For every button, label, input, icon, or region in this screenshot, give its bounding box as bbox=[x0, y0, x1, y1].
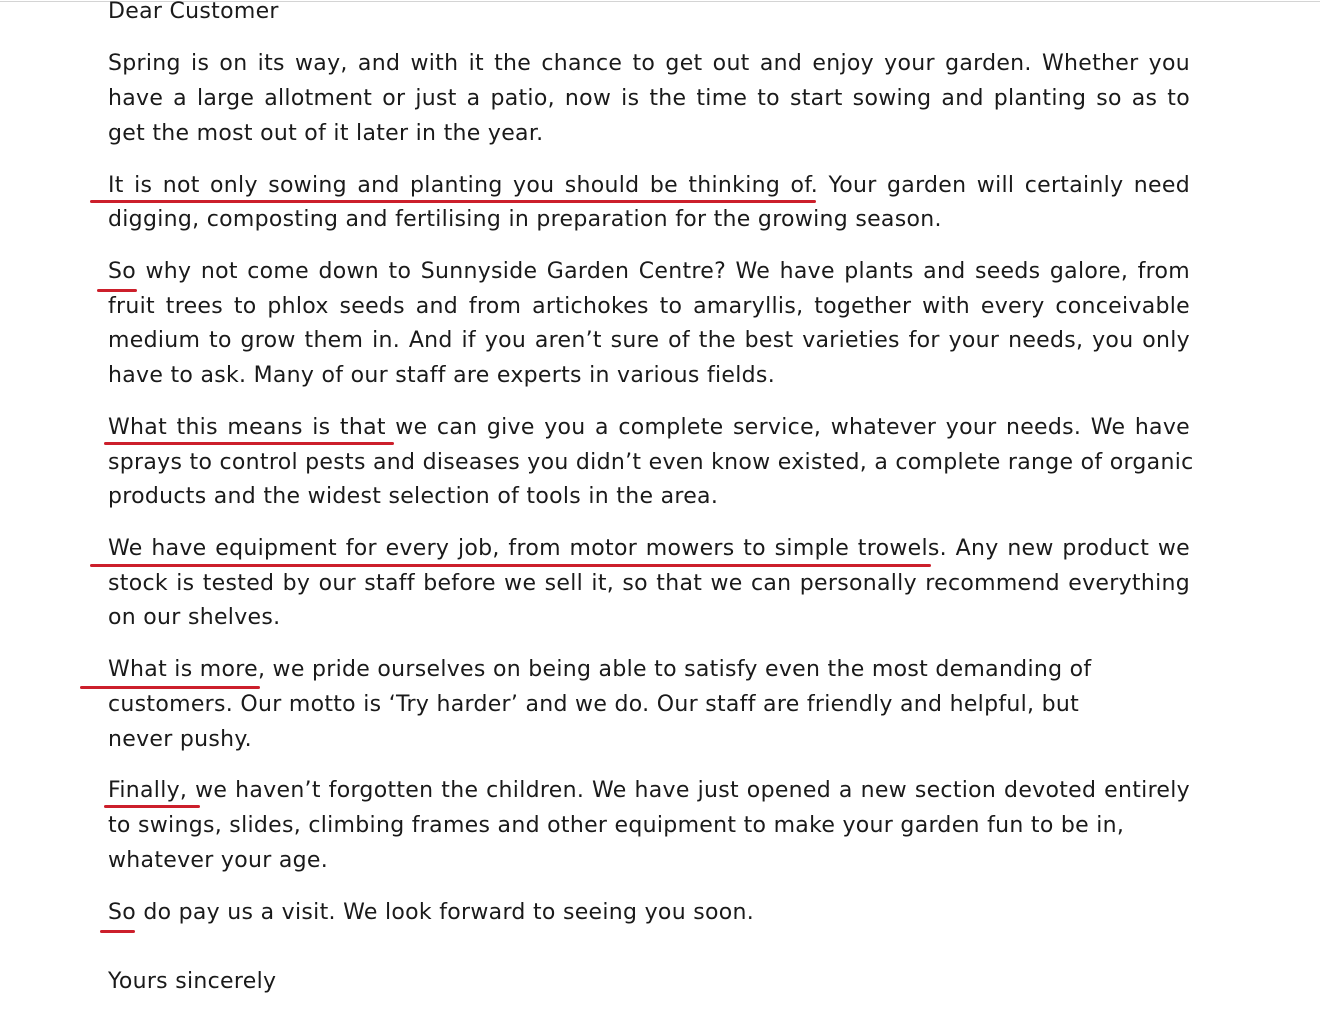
paragraph-3-line-1: So why not come down to Sunnyside Garden Centre? We have plants and seeds galore, from bbox=[108, 259, 1190, 284]
paragraph-7-line-2: to swings, slides, climbing frames and other equipment to make your garden fun to be in, bbox=[108, 813, 1125, 838]
paragraph-4-line-2: sprays to control pests and diseases you didn’t even know existed, a complete range of organic bbox=[108, 450, 1194, 475]
paragraph-4-line-3: products and the widest selection of tools in the area. bbox=[108, 484, 719, 509]
greeting: Dear Customer bbox=[108, 0, 279, 24]
paragraph-6-line-1: What is more, we pride ourselves on being able to satisfy even the most demanding of bbox=[108, 657, 1092, 682]
paragraph-6-line-3: never pushy. bbox=[108, 727, 252, 752]
paragraph-6-line-2: customers. Our motto is ‘Try harder’ and we do. Our staff are friendly and helpful, but bbox=[108, 692, 1080, 717]
red-underline-paragraph-4 bbox=[104, 442, 394, 445]
paragraph-1-line-1: Spring is on its way, and with it the chance to get out and enjoy your garden. Whether you bbox=[108, 51, 1190, 76]
red-underline-paragraph-6 bbox=[80, 686, 260, 689]
closing: Yours sincerely bbox=[108, 969, 277, 994]
paragraph-8-line-1: So do pay us a visit. We look forward to seeing you soon. bbox=[108, 900, 755, 925]
red-underline-paragraph-5 bbox=[90, 564, 931, 567]
paragraph-5-line-1: We have equipment for every job, from motor mowers to simple trowels. Any new product we bbox=[108, 536, 1190, 561]
paragraph-3-line-3: medium to grow them in. And if you aren’t sure of the best varieties for your needs, you only bbox=[108, 328, 1190, 353]
red-underline-paragraph-7 bbox=[104, 805, 200, 808]
red-underline-paragraph-8 bbox=[100, 930, 135, 933]
paragraph-5-line-2: stock is tested by our staff before we sell it, so that we can personally recommend everything bbox=[108, 571, 1190, 596]
paragraph-7-line-3: whatever your age. bbox=[108, 848, 329, 873]
paragraph-3-line-2: fruit trees to phlox seeds and from artichokes to amaryllis, together with every conceivable bbox=[108, 294, 1190, 319]
paragraph-2-line-2: digging, composting and fertilising in preparation for the growing season. bbox=[108, 207, 942, 232]
paragraph-3-line-4: have to ask. Many of our staff are experts in various fields. bbox=[108, 363, 775, 388]
paragraph-4-line-1: What this means is that we can give you a complete service, whatever your needs. We have bbox=[108, 415, 1190, 440]
red-underline-paragraph-3 bbox=[97, 289, 137, 292]
paragraph-2-line-1: It is not only sowing and planting you should be thinking of. Your garden will certainly need bbox=[108, 173, 1190, 198]
paragraph-5-line-3: on our shelves. bbox=[108, 605, 281, 630]
paragraph-7-line-1: Finally, we haven’t forgotten the children. We have just opened a new section devoted entirely bbox=[108, 778, 1190, 803]
paragraph-1-line-2: have a large allotment or just a patio, now is the time to start sowing and planting so as to bbox=[108, 86, 1190, 111]
paragraph-1-line-3: get the most out of it later in the year. bbox=[108, 121, 544, 146]
red-underline-paragraph-2 bbox=[90, 200, 816, 203]
